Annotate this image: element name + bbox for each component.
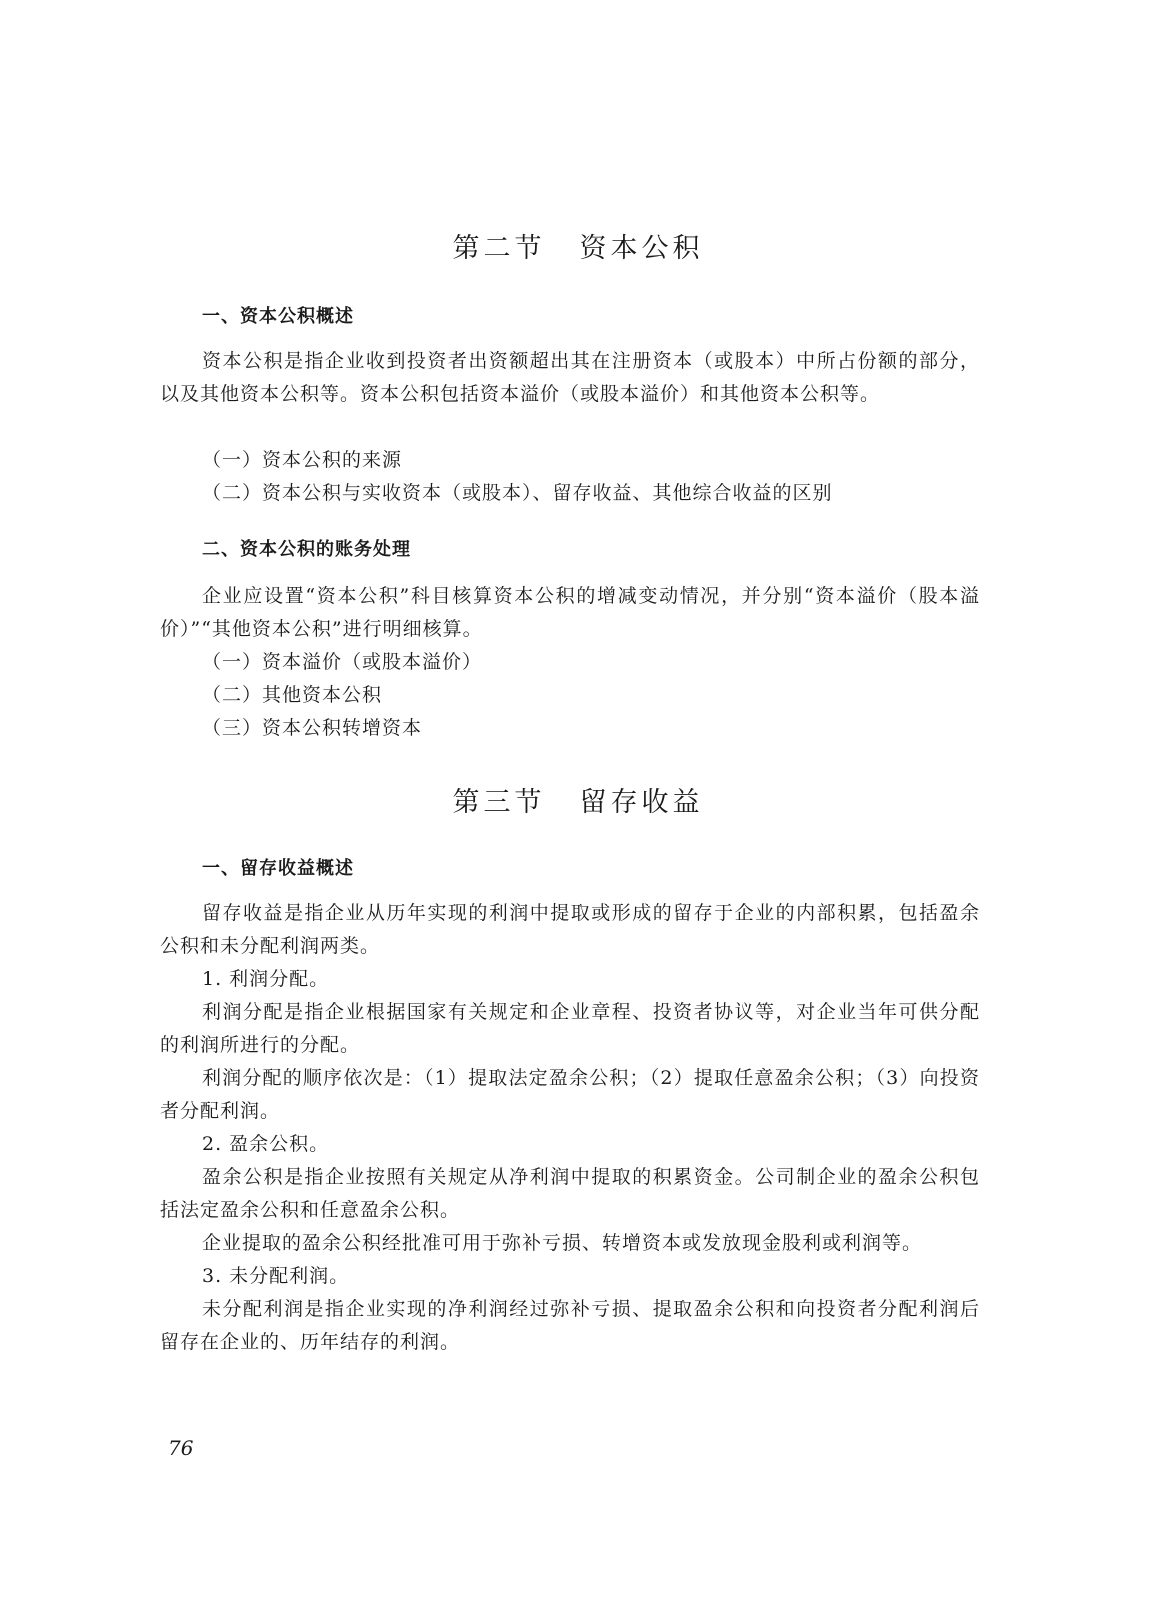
paragraph: 资本公积是指企业收到投资者出资额超出其在注册资本（或股本）中所占份额的部分，以及其他资本公积等。资本公积包括资本溢价（或股本溢价）和其他资本公积等。 xyxy=(160,350,980,405)
page-number: 76 xyxy=(168,1436,194,1460)
sub-heading: 一、资本公积概述 xyxy=(202,306,354,327)
section-title xyxy=(0,780,1156,819)
paragraph: 未分配利润是指企业实现的净利润经过弥补亏损、提取盈余公积和向投资者分配利润后留存在企业的、历年结存的利润。 xyxy=(160,1298,980,1353)
paragraph: 留存收益是指企业从历年实现的利润中提取或形成的留存于企业的内部积累，包括盈余公积和未分配利润两类。 xyxy=(160,902,980,957)
paragraph: 企业提取的盈余公积经批准可用于弥补亏损、转增资本或发放现金股利或利润等。 xyxy=(202,1232,923,1254)
list-item: （二）其他资本公积 xyxy=(202,684,383,706)
section-name: 资本公积 xyxy=(579,233,704,264)
sub-heading: 二、资本公积的账务处理 xyxy=(202,539,411,560)
sub-heading: 一、留存收益概述 xyxy=(202,858,354,879)
list-item: 1. 利润分配。 xyxy=(202,968,330,990)
section-name: 留存收益 xyxy=(579,787,704,818)
paragraph: 利润分配是指企业根据国家有关规定和企业章程、投资者协议等，对企业当年可供分配的利润所进行的分配。 xyxy=(160,1001,980,1056)
list-item: 2. 盈余公积。 xyxy=(202,1133,330,1155)
section-number: 第二节 xyxy=(452,233,546,264)
list-item: （三）资本公积转增资本 xyxy=(202,717,423,739)
list-item: （一）资本溢价（或股本溢价） xyxy=(202,651,483,673)
list-item: 3. 未分配利润。 xyxy=(202,1265,350,1287)
list-item: （二）资本公积与实收资本（或股本）、留存收益、其他综合收益的区别 xyxy=(202,482,833,504)
section-number: 第三节 xyxy=(452,787,546,818)
paragraph: 利润分配的顺序依次是：（1）提取法定盈余公积；（2）提取任意盈余公积；（3）向投资者分配利润。 xyxy=(160,1067,980,1122)
paragraph: 企业应设置“资本公积”科目核算资本公积的增减变动情况，并分别“资本溢价（股本溢价）”“其他资本公积”进行明细核算。 xyxy=(160,585,980,640)
section-title xyxy=(0,226,1156,265)
paragraph: 盈余公积是指企业按照有关规定从净利润中提取的积累资金。公司制企业的盈余公积包括法定盈余公积和任意盈余公积。 xyxy=(160,1166,980,1221)
list-item: （一）资本公积的来源 xyxy=(202,449,403,471)
